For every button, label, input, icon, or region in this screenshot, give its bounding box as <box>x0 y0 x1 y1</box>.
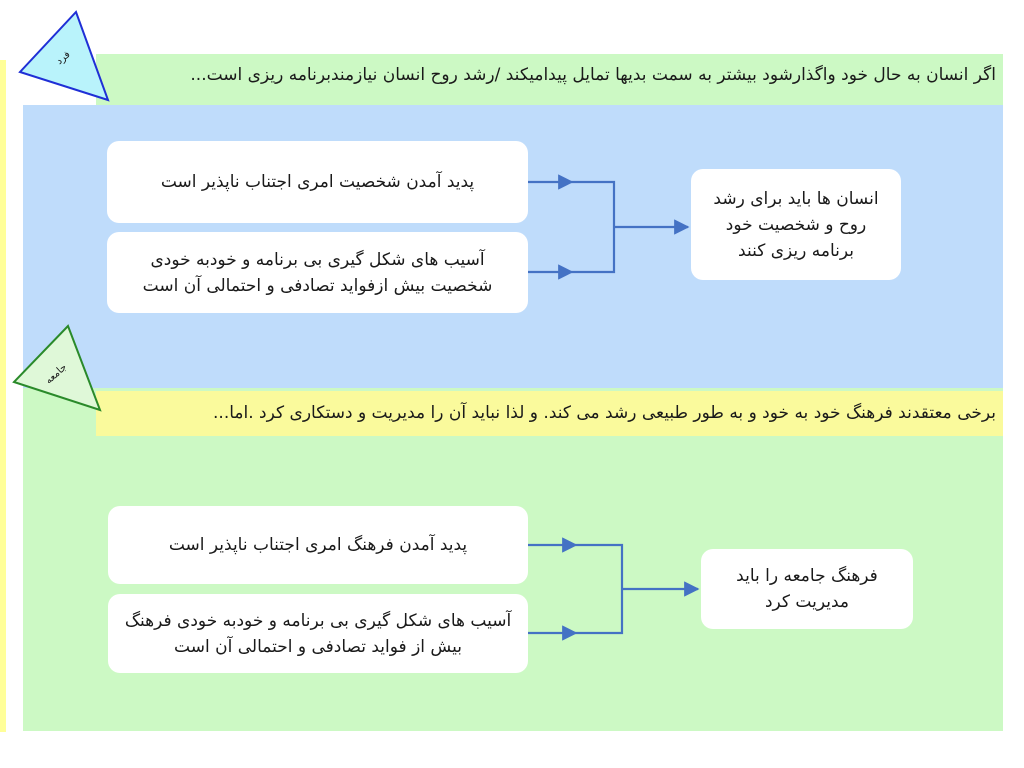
individual-cause-2: آسیب های شکل گیری بی برنامه و خودبه خودی شخصیت بیش ازفواید تصادفی و احتمالی آن است <box>107 232 528 313</box>
individual-bracket <box>572 182 614 272</box>
society-tag-label: جامعه <box>43 361 70 387</box>
society-cause-2: آسیب های شکل گیری بی برنامه و خودبه خودی فرهنگ بیش از فواید تصادفی و احتمالی آن است <box>108 594 528 673</box>
individual-tag-label: فرد <box>54 49 73 68</box>
society-result: فرهنگ جامعه را باید مدیریت کرد <box>701 549 913 629</box>
society-bracket <box>576 545 622 633</box>
society-cause-1: پدید آمدن فرهنگ امری اجتناب ناپذیر است <box>108 506 528 584</box>
society-connectors <box>528 545 698 633</box>
individual-connectors <box>528 182 688 272</box>
individual-cause-1: پدید آمدن شخصیت امری اجتناب ناپذیر است <box>107 141 528 223</box>
individual-result: انسان ها باید برای رشد روح و شخصیت خود برنامه ریزی کنند <box>691 169 901 280</box>
individual-header-text: اگر انسان به حال خود واگذارشود بیشتر به سمت بدیها تمایل پیدامیکند /رشد روح انسان نیازمندبرنامه ریزی است... <box>190 65 996 85</box>
society-header-text: برخی معتقدند فرهنگ خود به خود و به طور طبیعی رشد می کند. و لذا نباید آن را مدیریت و دستکاری کرد .اما... <box>213 403 996 423</box>
individual-tag <box>20 12 108 100</box>
society-tag <box>14 326 100 410</box>
